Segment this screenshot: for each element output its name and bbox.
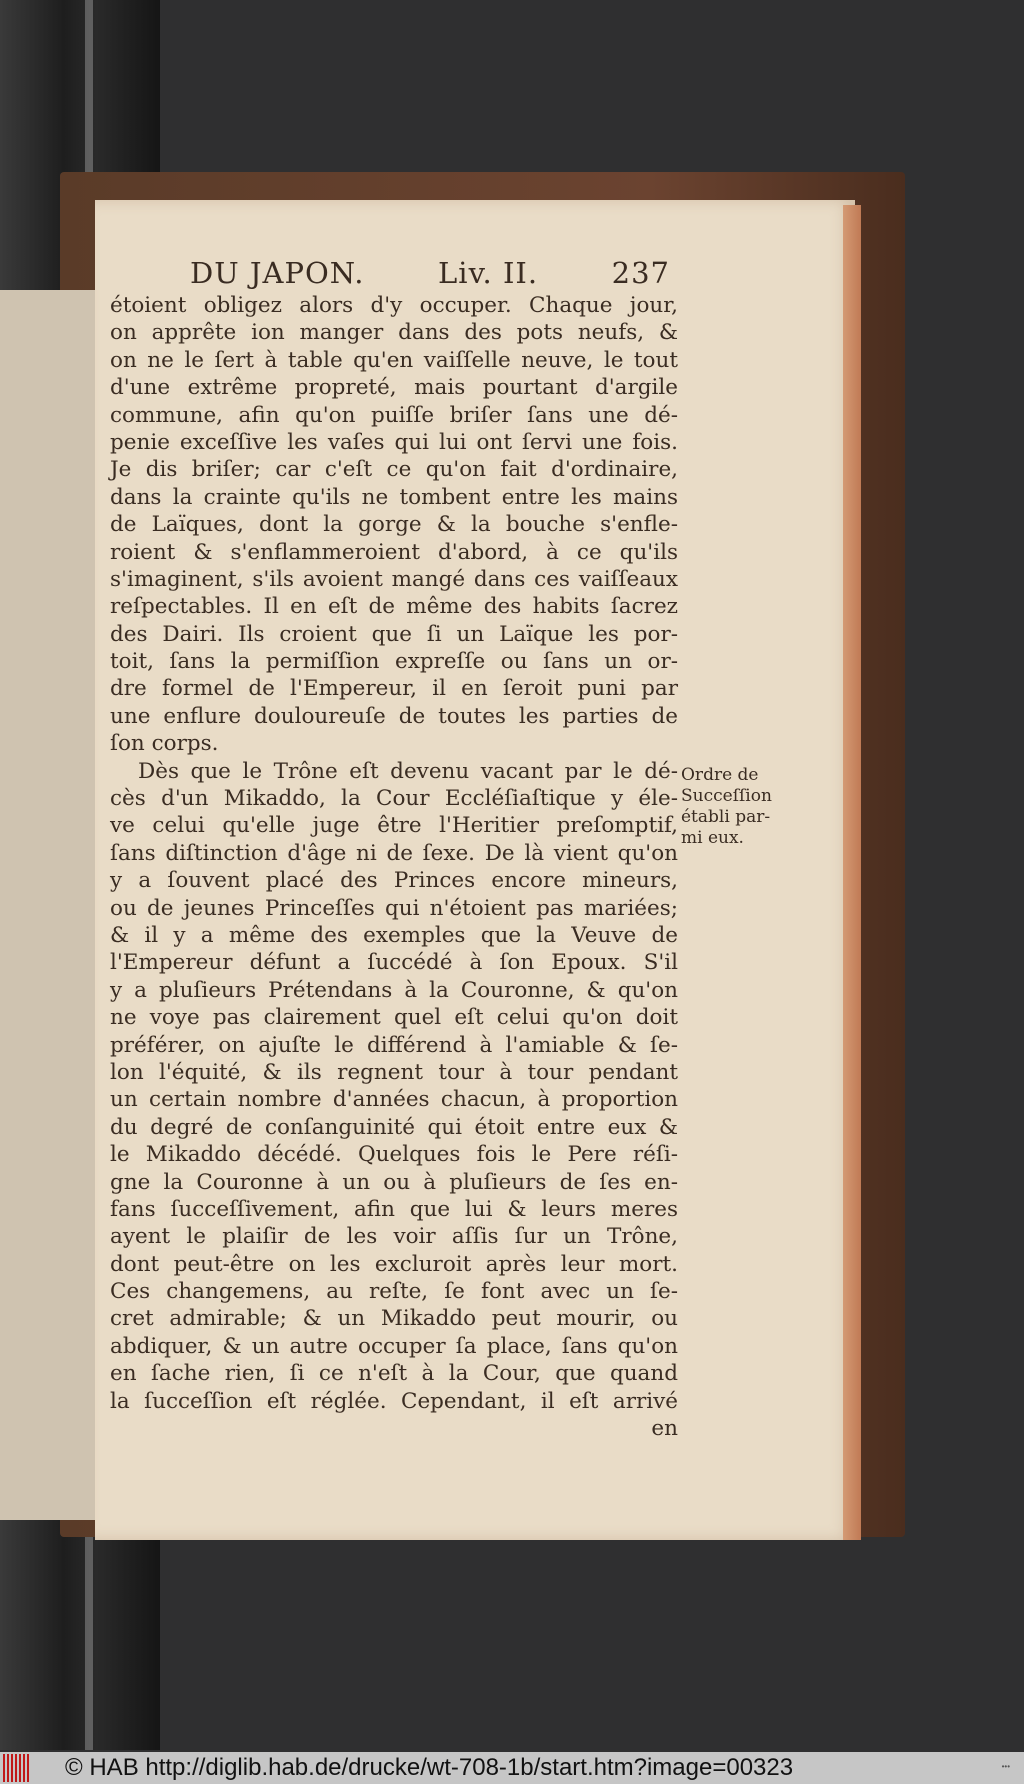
- footer-bar: [0, 1752, 1024, 1784]
- text-line: une enflure douloureuſe de toutes les parties de: [110, 703, 678, 729]
- text-line: la ſucceſſion eſt réglée. Cependant, il eſt arrivé: [110, 1388, 678, 1414]
- text-line: dans la crainte qu'ils ne tombent entre les mains: [110, 484, 678, 510]
- text-line: on apprête ion manger dans des pots neufs, &: [110, 320, 678, 346]
- header-title: DU JAPON.: [190, 256, 365, 290]
- text-line: roient & s'enflammeroient d'abord, à ce qu'ils: [110, 539, 678, 565]
- text-line: ve celui qu'elle juge être l'Heritier preſomptif,: [110, 813, 678, 839]
- text-line: Dès que le Trône eſt devenu vacant par le dé-: [138, 758, 678, 784]
- text-line: étoient obligez alors d'y occuper. Chaque jour,: [110, 293, 678, 318]
- page-edge: [843, 205, 861, 1540]
- body-text: [110, 292, 678, 1442]
- text-line: dre formel de l'Empereur, il en ſeroit puni par: [110, 676, 678, 702]
- text-line: de Laïques, dont la gorge & la bouche s'enfle-: [110, 512, 678, 538]
- menu-dots-icon[interactable]: •••: [1001, 1762, 1010, 1771]
- text-line: ſon corps.: [110, 731, 219, 757]
- text-line: dont peut-être on les excluroit après leur mort.: [110, 1251, 678, 1277]
- header-book: Liv. II.: [438, 256, 539, 290]
- text-line: un certain nombre d'années chacun, à proportion: [110, 1087, 678, 1113]
- text-line: en: [651, 1416, 678, 1442]
- text-line: lon l'équité, & ils regnent tour à tour pendant: [110, 1059, 678, 1085]
- text-line: toit, ſans la permiſſion expreſſe ou ſans un or-: [110, 649, 678, 675]
- text-line: ou de jeunes Princeſſes qui n'étoient pas mariées;: [110, 895, 678, 921]
- text-line: fans ſucceſſivement, afin que lui & leurs meres: [110, 1196, 678, 1222]
- running-header: [190, 256, 670, 290]
- margin-note-line: mi eux.: [681, 828, 744, 848]
- text-line: reſpectables. Il en eſt de même des habits ſacrez: [110, 594, 678, 620]
- text-line: & il y a même des exemples que la Veuve de: [110, 922, 678, 948]
- text-line: en ſache rien, ſi ce n'eſt à la Cour, que quand: [110, 1361, 678, 1387]
- margin-note-line: établi par-: [681, 807, 771, 827]
- text-line: cret admirable; & un Mikaddo peut mourir, ou: [110, 1306, 678, 1332]
- text-line: y a pluſieurs Prétendans à la Couronne, & qu'on: [110, 977, 678, 1003]
- margin-note: [681, 765, 772, 849]
- text-line: cès d'un Mikaddo, la Cour Eccléſiaſtique y éle-: [110, 786, 678, 812]
- text-line: ne voye pas clairement quel eſt celui qu'on doit: [110, 1005, 678, 1031]
- text-line: préférer, on ajuſte le différend à l'amiable & ſe-: [110, 1032, 678, 1058]
- text-line: Ces changemens, au reſte, ſe font avec un ſe-: [110, 1279, 678, 1305]
- text-line: le Mikaddo décédé. Quelques fois le Pere réſi-: [110, 1142, 678, 1168]
- text-line: des Dairi. Ils croient que ſi un Laïque les por-: [110, 621, 678, 647]
- text-line: ayent le plaiſir de les voir aſſis ſur un Trône,: [110, 1224, 678, 1250]
- text-line: l'Empereur défunt a ſuccédé à ſon Epoux. S'il: [110, 950, 678, 976]
- text-line: commune, afin qu'on puiſſe briſer ſans une dé-: [110, 402, 678, 428]
- margin-note-line: Succeſſion: [681, 786, 772, 806]
- text-line: Je dis briſer; car c'eſt ce qu'on fait d'ordinaire,: [110, 457, 678, 483]
- text-line: on ne le ſert à table qu'en vaiſſelle neuve, le tout: [110, 347, 678, 373]
- text-line: s'imaginent, s'ils avoient mangé dans ces vaiſſeaux: [110, 566, 678, 592]
- text-line: gne la Couronne à un ou à pluſieurs de ſes en-: [110, 1169, 678, 1195]
- text-line: d'une extrême propreté, mais pourtant d'argile: [110, 375, 678, 401]
- text-line: du degré de conſanguinité qui étoit entre eux &: [110, 1114, 678, 1140]
- footer-url[interactable]: © HAB http://diglib.hab.de/drucke/wt-708-1b/start.htm?image=00323: [65, 1754, 794, 1781]
- text-line: penie exceſſive les vaſes qui lui ont ſervi une fois.: [110, 429, 678, 455]
- text-line: ſans diſtinction d'âge ni de ſexe. De là vient qu'on: [110, 840, 678, 866]
- text-line: abdiquer, & un autre occuper ſa place, ſans qu'on: [110, 1333, 678, 1359]
- page-number: 237: [611, 256, 670, 290]
- text-line: y a ſouvent placé des Princes encore mineurs,: [110, 868, 678, 894]
- hab-logo-icon: [3, 1754, 29, 1782]
- left-page-edge: [0, 290, 100, 1520]
- margin-note-line: Ordre de: [681, 765, 759, 785]
